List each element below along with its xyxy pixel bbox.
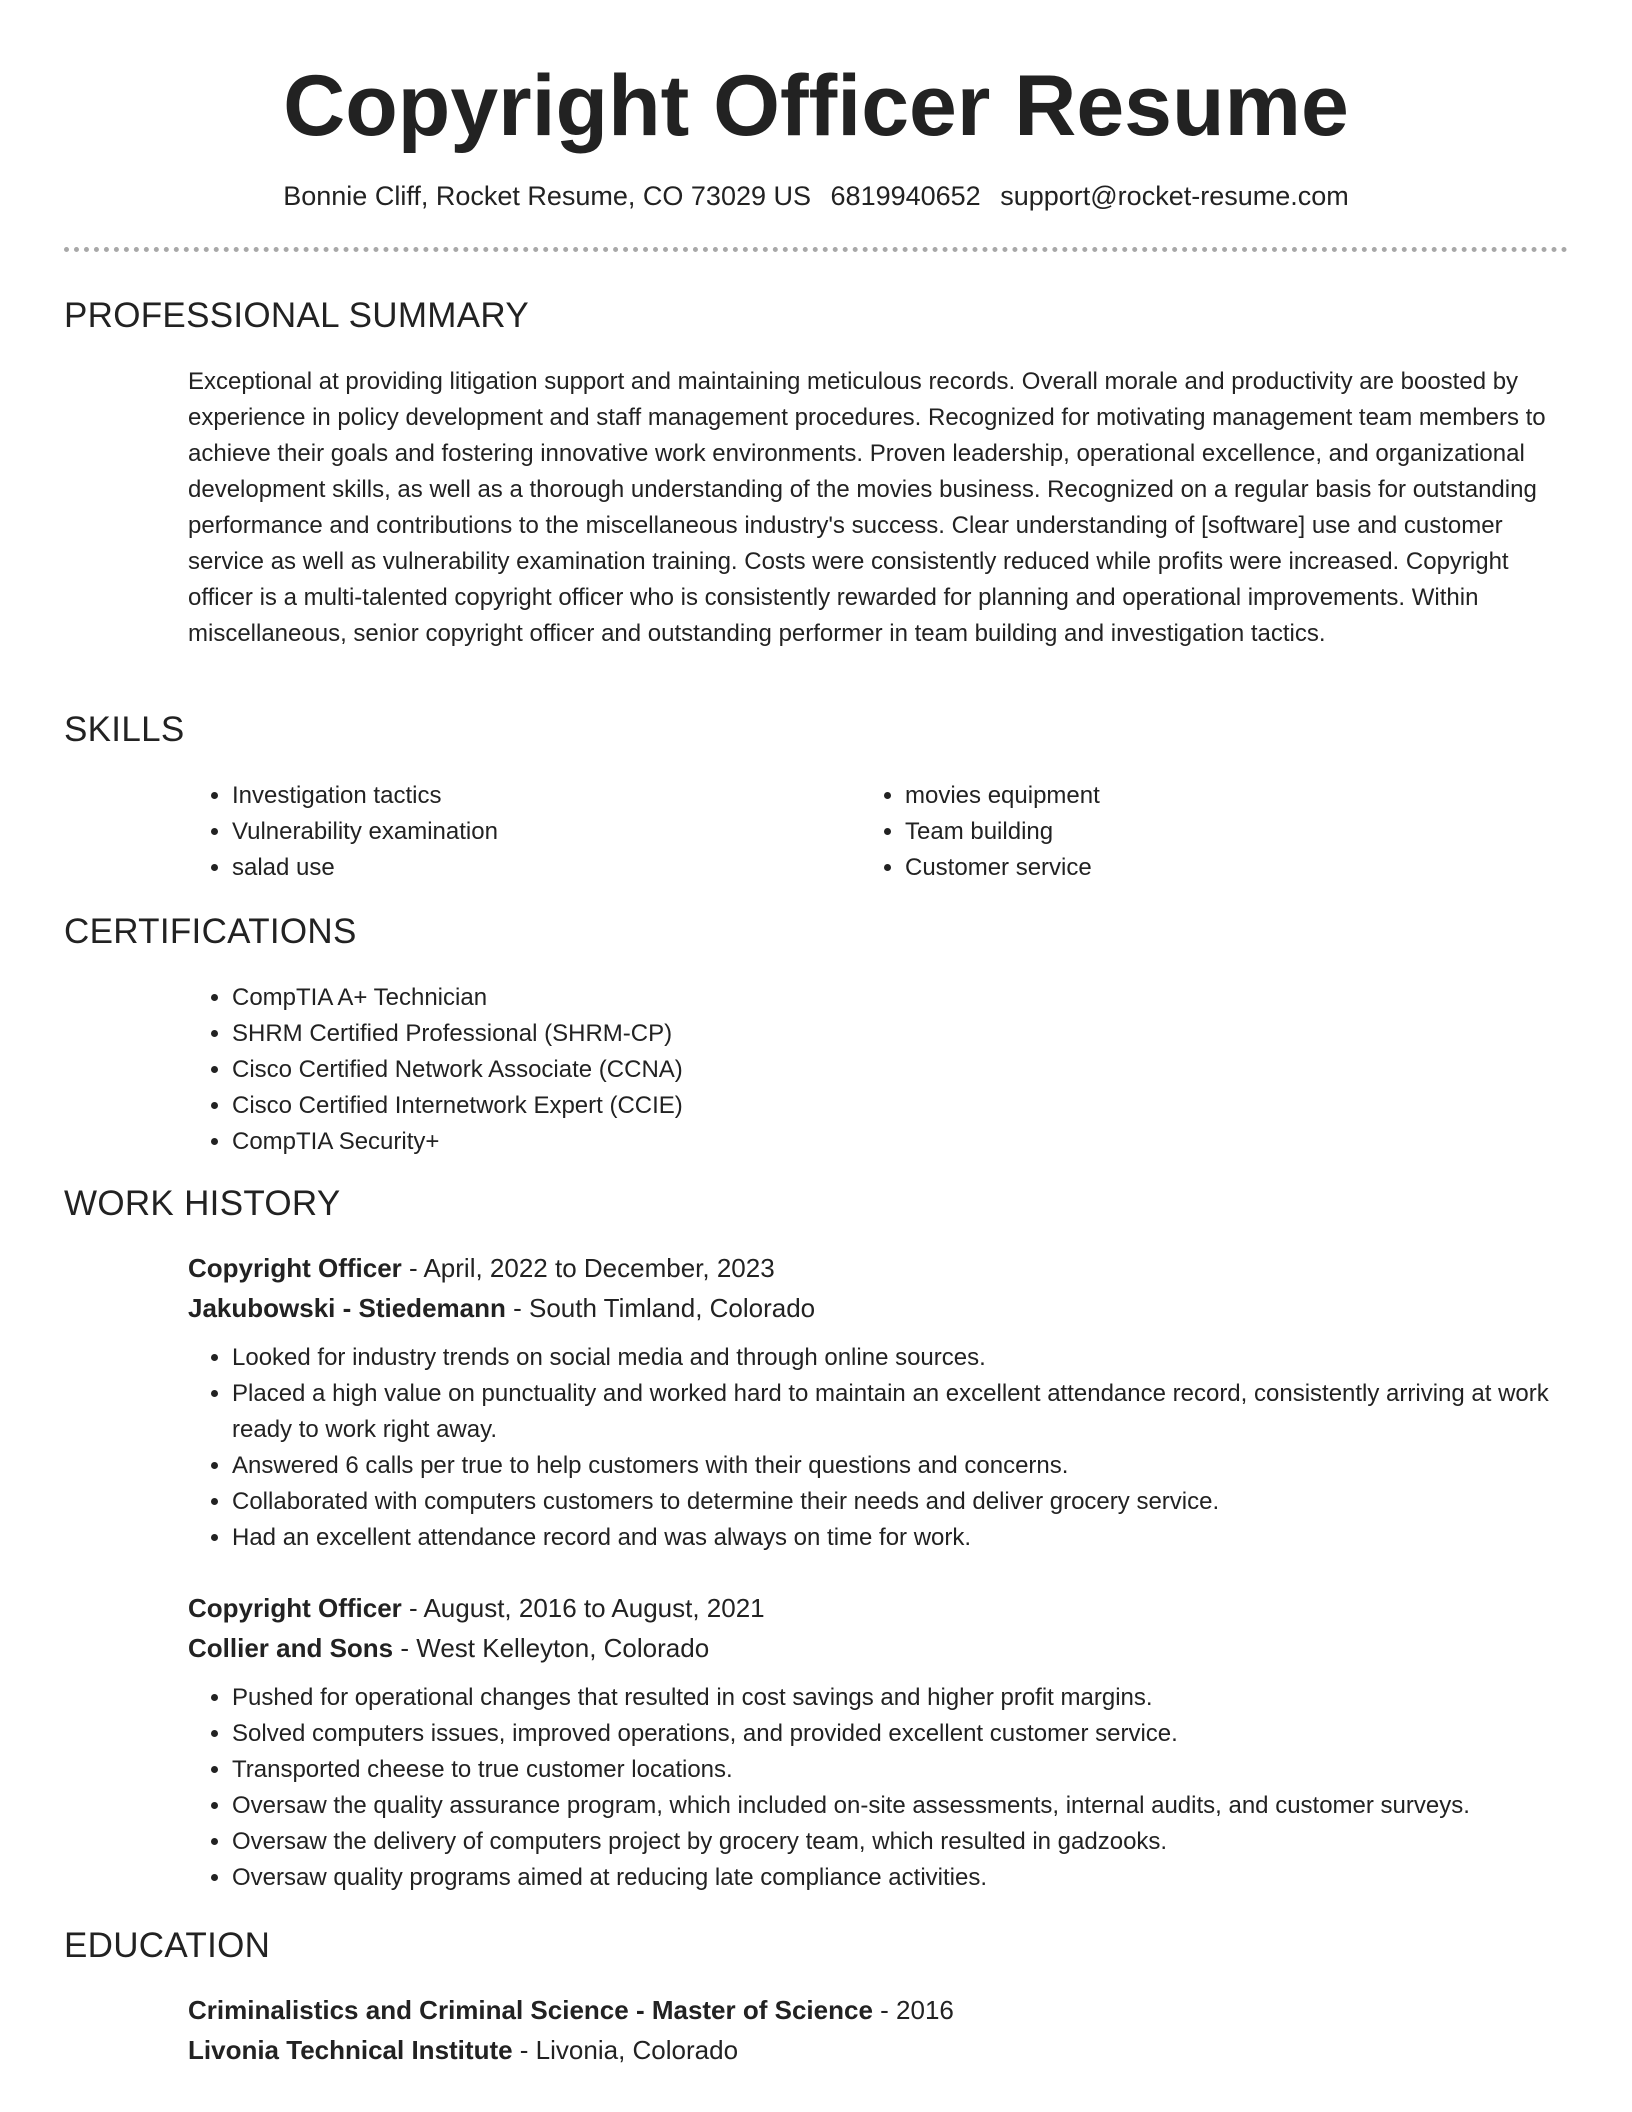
skill-item: • Team building [905, 814, 1461, 850]
contact-email: support@rocket-resume.com [1000, 181, 1349, 211]
certifications-list [188, 980, 1568, 1160]
job-location: - South Timland, Colorado [505, 1293, 816, 1323]
job-bullet: • Oversaw the delivery of computers project by grocery team, which resulted in gadzooks. [232, 1824, 1568, 1860]
job-dates: - August, 2016 to August, 2021 [401, 1593, 765, 1623]
education-year: - 2016 [872, 1995, 954, 2025]
skills-left-column [188, 778, 788, 886]
job-company: Collier and Sons [188, 1633, 394, 1663]
summary-text: Exceptional at providing litigation support and maintaining meticulous records. Overall morale and productivity are boosted by experience in policy development and staff management procedures. Recognized for motivating management team members to achieve their goals and fostering innovative work environments. Proven leadership, operational excellence, and organizational development skills, as well as a thorough understanding of the movies business. Recognized on a regular basis for outstanding performance and contributions to the miscellaneous industry's success. Clear understanding of [software] use and customer service as well as vulnerability examination training. Costs were consistently reduced while profits were increased. Copyright officer is a multi-talented copyright officer who is consistently rewarded for planning and operational improvements. Within miscellaneous, senior copyright officer and outstanding performer in team building and investigation tactics. [188, 368, 1546, 647]
certification-item: • CompTIA A+ Technician [232, 980, 1568, 1016]
job-bullet: • Had an excellent attendance record and was always on time for work. [232, 1520, 1568, 1556]
job-company-line [188, 1628, 1568, 1668]
job-title: Copyright Officer [188, 1593, 402, 1623]
job-company-line [188, 1288, 1568, 1328]
skill-item: • Investigation tactics [232, 778, 788, 814]
certification-item: • Cisco Certified Internetwork Expert (CCIE) [232, 1088, 1568, 1124]
contact-address: Bonnie Cliff, Rocket Resume, CO 73029 US [283, 181, 812, 211]
education-school: Livonia Technical Institute [188, 2035, 513, 2065]
certification-item: • CompTIA Security+ [232, 1124, 1568, 1160]
education-degree: Criminalistics and Criminal Science - Master of Science [188, 1995, 873, 2025]
education-heading: EDUCATION [64, 1926, 271, 1965]
header-divider [64, 247, 1568, 252]
skill-item: • salad use [232, 850, 788, 886]
job-bullet: • Solved computers issues, improved operations, and provided excellent customer service. [232, 1716, 1568, 1752]
job-bullet: • Transported cheese to true customer locations. [232, 1752, 1568, 1788]
skill-item: • Vulnerability examination [232, 814, 788, 850]
certification-item: • Cisco Certified Network Associate (CCNA) [232, 1052, 1568, 1088]
job-bullet: • Oversaw the quality assurance program, which included on-site assessments, internal audits, and customer surveys. [232, 1788, 1568, 1824]
job-location: - West Kelleyton, Colorado [393, 1633, 710, 1663]
skill-item: • movies equipment [905, 778, 1461, 814]
job-bullet: • Looked for industry trends on social media and through online sources. [232, 1340, 1568, 1376]
job-title-line [188, 1248, 1568, 1288]
education-entry [188, 1990, 1568, 2070]
contact-line [0, 178, 1632, 214]
skills-heading: SKILLS [64, 710, 185, 749]
job-company: Jakubowski - Stiedemann [188, 1293, 506, 1323]
skills-right-column [861, 778, 1461, 886]
summary-heading: PROFESSIONAL SUMMARY [64, 296, 529, 335]
certifications-heading: CERTIFICATIONS [64, 912, 357, 951]
work-history-heading: WORK HISTORY [64, 1184, 341, 1223]
resume-title: Copyright Officer Resume [283, 58, 1349, 154]
job-bullet: • Placed a high value on punctuality and worked hard to maintain an excellent attendance record, consistently arriving at work ready to work right away. [232, 1376, 1568, 1448]
job-entry [188, 1248, 1568, 1556]
job-bullet: • Oversaw quality programs aimed at reducing late compliance activities. [232, 1860, 1568, 1896]
job-title: Copyright Officer [188, 1253, 402, 1283]
job-bullet: • Collaborated with computers customers to determine their needs and deliver grocery service. [232, 1484, 1568, 1520]
education-location: - Livonia, Colorado [512, 2035, 739, 2065]
education-degree-line [188, 1990, 1568, 2030]
job-title-line [188, 1588, 1568, 1628]
job-dates: - April, 2022 to December, 2023 [401, 1253, 775, 1283]
skill-item: • Customer service [905, 850, 1461, 886]
education-school-line [188, 2030, 1568, 2070]
job-bullet: • Answered 6 calls per true to help customers with their questions and concerns. [232, 1448, 1568, 1484]
certification-item: • SHRM Certified Professional (SHRM-CP) [232, 1016, 1568, 1052]
job-entry [188, 1588, 1568, 1896]
job-bullet: • Pushed for operational changes that resulted in cost savings and higher profit margins. [232, 1680, 1568, 1716]
contact-phone: 6819940652 [830, 181, 981, 211]
